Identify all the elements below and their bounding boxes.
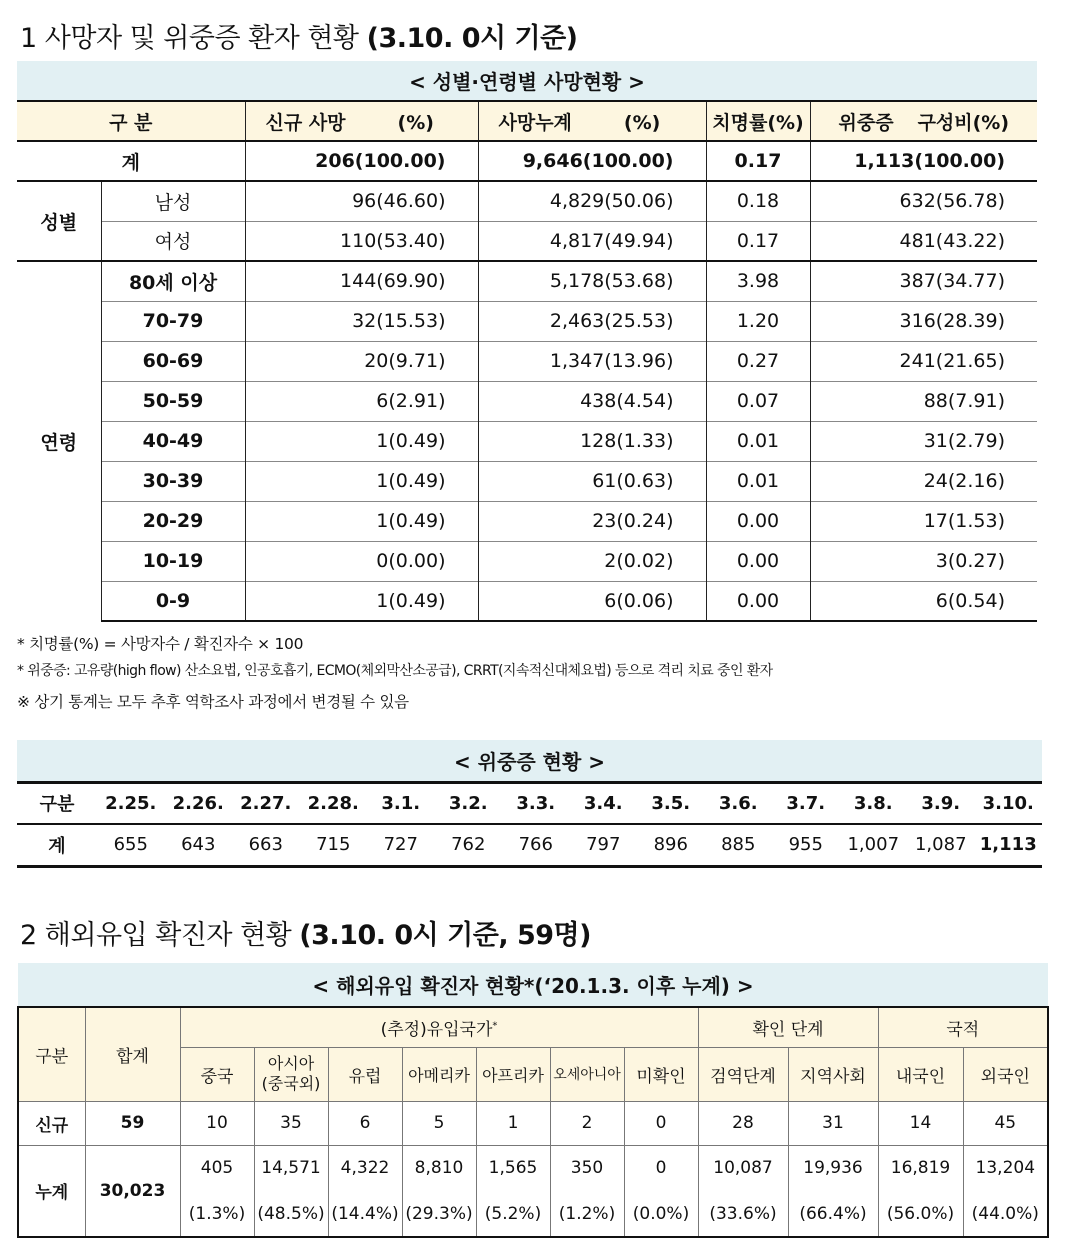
value-cell: 797 (570, 824, 638, 866)
new-value: 6 (328, 1101, 402, 1145)
new-total: 59 (85, 1101, 180, 1145)
cum-value: 1,565 (476, 1145, 550, 1191)
cum-pct: (5.2%) (476, 1191, 550, 1237)
row-label: 50-59 (101, 381, 245, 421)
table-row (18, 1101, 1048, 1145)
sub-oceania: 오세아니아 (550, 1047, 624, 1101)
sub-china: 중국 (180, 1047, 254, 1101)
cell-critical: 3(0.27) (810, 541, 1037, 581)
sub-unknown: 미확인 (624, 1047, 698, 1101)
section1-heading (20, 16, 578, 55)
note-critical: * 위중증: 고유량(high flow) 산소요법, 인공호흡기, ECMO(체외막산소공급), CRRT(지속적신대체요법) 등으로 격리 치료 중인 환자 (17, 663, 773, 679)
new-value: 2 (550, 1101, 624, 1145)
cum-pct: (56.0%) (878, 1191, 963, 1237)
cum-value: 8,810 (402, 1145, 476, 1191)
date-cell: 3.10. (975, 782, 1043, 824)
date-cell: 2.26. (165, 782, 233, 824)
section2-basis: (3.10. 0시 기준, 59명) (299, 920, 591, 951)
value-cell: 896 (637, 824, 705, 866)
cell-cum: 5,178(53.68) (478, 261, 706, 301)
new-value: 45 (963, 1101, 1048, 1145)
new-value: 28 (698, 1101, 788, 1145)
value-cell: 715 (300, 824, 368, 866)
date-header-row (17, 782, 1042, 824)
table-row (17, 421, 1037, 461)
row-label: 80세 이상 (101, 261, 245, 301)
header-label: 구분 (17, 782, 97, 824)
table-row (17, 221, 1037, 261)
cum-pct: (48.5%) (254, 1191, 328, 1237)
row-label: 10-19 (101, 541, 245, 581)
cum-pct: (1.2%) (550, 1191, 624, 1237)
new-label: 신규 (18, 1101, 85, 1145)
section2-number: 2 (20, 920, 37, 951)
cell-new: 1(0.49) (245, 501, 478, 541)
age-label: 연령 (17, 261, 101, 621)
cell-cum: 6(0.06) (478, 581, 706, 621)
value-cell: 1,087 (907, 824, 975, 866)
value-row (17, 824, 1042, 866)
cell-new: 6(2.91) (245, 381, 478, 421)
cell-cum: 438(4.54) (478, 381, 706, 421)
cell-critical: 316(28.39) (810, 301, 1037, 341)
cum-value: 13,204 (963, 1145, 1048, 1191)
cell-fatality: 0.07 (706, 381, 810, 421)
cell-new: 110(53.40) (245, 221, 478, 261)
date-cell: 3.3. (502, 782, 570, 824)
table-row (17, 541, 1037, 581)
sub-community: 지역사회 (788, 1047, 878, 1101)
header-cumulative: 사망누계 (%) (478, 101, 706, 141)
cum-value: 350 (550, 1145, 624, 1191)
cell-cum: 4,829(50.06) (478, 181, 706, 221)
group-stage: 확인 단계 (698, 1007, 878, 1047)
value-cell: 727 (367, 824, 435, 866)
table3-caption: < 해외유입 확진자 현황*(‘20.1.3. 이후 누계) > (18, 963, 1048, 1007)
date-cell: 3.9. (907, 782, 975, 824)
value-cell: 885 (705, 824, 773, 866)
cell-critical: 31(2.79) (810, 421, 1037, 461)
date-cell: 3.7. (772, 782, 840, 824)
new-value: 14 (878, 1101, 963, 1145)
cum-total: 30,023 (85, 1145, 180, 1237)
cell-new: 0(0.00) (245, 541, 478, 581)
value-cell: 643 (165, 824, 233, 866)
cell-critical: 88(7.91) (810, 381, 1037, 421)
table2-caption: < 위중증 현황 > (17, 740, 1042, 782)
value-cell: 655 (97, 824, 165, 866)
cum-pct: (44.0%) (963, 1191, 1048, 1237)
section2-title: 해외유입 확진자 현황 (44, 920, 292, 951)
sex-label: 성별 (17, 181, 101, 261)
cum-value: 19,936 (788, 1145, 878, 1191)
row-label: 20-29 (101, 501, 245, 541)
table-row (18, 1145, 1048, 1191)
sub-quarantine: 검역단계 (698, 1047, 788, 1101)
row-label: 0-9 (101, 581, 245, 621)
cum-value: 14,571 (254, 1145, 328, 1191)
total-label: 계 (17, 141, 245, 181)
cell-new: 32(15.53) (245, 301, 478, 341)
cell-cum: 61(0.63) (478, 461, 706, 501)
table-row (17, 501, 1037, 541)
col-total: 합계 (85, 1007, 180, 1101)
row-label: 남성 (101, 181, 245, 221)
cum-value: 4,322 (328, 1145, 402, 1191)
new-value: 1 (476, 1101, 550, 1145)
cum-value: 16,819 (878, 1145, 963, 1191)
date-cell: 2.27. (232, 782, 300, 824)
col-category: 구분 (18, 1007, 85, 1101)
cell-new: 1(0.49) (245, 461, 478, 501)
sub-korean: 내국인 (878, 1047, 963, 1101)
total-fatality: 0.17 (706, 141, 810, 181)
group-origin: (추정)유입국가* (180, 1007, 698, 1047)
row-label: 70-79 (101, 301, 245, 341)
date-cell: 3.1. (367, 782, 435, 824)
note-fatality: * 치명률(%) = 사망자수 / 확진자수 × 100 (17, 635, 304, 653)
cum-value: 10,087 (698, 1145, 788, 1191)
cell-new: 144(69.90) (245, 261, 478, 301)
cell-fatality: 0.17 (706, 221, 810, 261)
value-cell: 955 (772, 824, 840, 866)
section1-title: 사망자 및 위중증 환자 현황 (44, 23, 359, 54)
group-nationality: 국적 (878, 1007, 1048, 1047)
cum-pct: (66.4%) (788, 1191, 878, 1237)
cum-pct: (29.3%) (402, 1191, 476, 1237)
cell-fatality: 0.00 (706, 501, 810, 541)
value-cell: 1,007 (840, 824, 908, 866)
cum-label: 누계 (18, 1145, 85, 1237)
date-cell: 3.2. (435, 782, 503, 824)
table-row (17, 461, 1037, 501)
cell-fatality: 0.27 (706, 341, 810, 381)
table1-caption: < 성별·연령별 사망현황 > (17, 61, 1037, 101)
cum-pct: (0.0%) (624, 1191, 698, 1237)
cell-critical: 241(21.65) (810, 341, 1037, 381)
sub-africa: 아프리카 (476, 1047, 550, 1101)
cell-fatality: 0.18 (706, 181, 810, 221)
cell-cum: 23(0.24) (478, 501, 706, 541)
table-row (17, 341, 1037, 381)
new-value: 5 (402, 1101, 476, 1145)
cell-fatality: 0.01 (706, 421, 810, 461)
header-category: 구 분 (17, 101, 245, 141)
table-row (17, 301, 1037, 341)
row-label: 계 (17, 824, 97, 866)
sub-america: 아메리카 (402, 1047, 476, 1101)
total-new: 206(100.00) (245, 141, 478, 181)
date-cell: 3.4. (570, 782, 638, 824)
value-cell: 1,113 (975, 824, 1043, 866)
cell-critical: 17(1.53) (810, 501, 1037, 541)
cum-pct: (14.4%) (328, 1191, 402, 1237)
header-new-deaths: 신규 사망 (%) (245, 101, 478, 141)
cell-cum: 2,463(25.53) (478, 301, 706, 341)
cell-critical: 632(56.78) (810, 181, 1037, 221)
cum-value: 405 (180, 1145, 254, 1191)
sub-europe: 유럽 (328, 1047, 402, 1101)
cell-new: 96(46.60) (245, 181, 478, 221)
header-fatality: 치명률(%) (706, 101, 810, 141)
cell-fatality: 0.00 (706, 581, 810, 621)
cell-cum: 4,817(49.94) (478, 221, 706, 261)
new-value: 10 (180, 1101, 254, 1145)
value-cell: 663 (232, 824, 300, 866)
date-cell: 3.5. (637, 782, 705, 824)
death-status-table (17, 61, 1037, 622)
header-critical: 위중증 구성비(%) (810, 101, 1037, 141)
total-critical: 1,113(100.00) (810, 141, 1037, 181)
cell-new: 1(0.49) (245, 421, 478, 461)
cell-new: 20(9.71) (245, 341, 478, 381)
sub-asia: 아시아 (중국외) (254, 1047, 328, 1101)
date-cell: 2.28. (300, 782, 368, 824)
value-cell: 766 (502, 824, 570, 866)
date-cell: 3.8. (840, 782, 908, 824)
sub-foreign: 외국인 (963, 1047, 1048, 1101)
new-value: 35 (254, 1101, 328, 1145)
section1-number: 1 (20, 23, 37, 54)
note-change: ※ 상기 통계는 모두 추후 역학조사 과정에서 변경될 수 있음 (17, 693, 409, 711)
table-row (17, 261, 1037, 301)
value-cell: 762 (435, 824, 503, 866)
cum-pct: (1.3%) (180, 1191, 254, 1237)
critical-trend-table (17, 740, 1042, 868)
row-label: 30-39 (101, 461, 245, 501)
cell-critical: 481(43.22) (810, 221, 1037, 261)
total-cum: 9,646(100.00) (478, 141, 706, 181)
new-value: 0 (624, 1101, 698, 1145)
row-label: 여성 (101, 221, 245, 261)
cell-critical: 6(0.54) (810, 581, 1037, 621)
date-cell: 2.25. (97, 782, 165, 824)
cum-pct: (33.6%) (698, 1191, 788, 1237)
row-label: 60-69 (101, 341, 245, 381)
cell-fatality: 0.01 (706, 461, 810, 501)
cell-new: 1(0.49) (245, 581, 478, 621)
cell-critical: 24(2.16) (810, 461, 1037, 501)
new-value: 31 (788, 1101, 878, 1145)
cell-cum: 2(0.02) (478, 541, 706, 581)
cell-fatality: 1.20 (706, 301, 810, 341)
cell-cum: 128(1.33) (478, 421, 706, 461)
section2-heading (20, 913, 591, 952)
cell-critical: 387(34.77) (810, 261, 1037, 301)
table-row (17, 581, 1037, 621)
cell-cum: 1,347(13.96) (478, 341, 706, 381)
section1-basis: (3.10. 0시 기준) (366, 23, 578, 54)
imported-cases-table (17, 963, 1049, 1238)
table-row (17, 381, 1037, 421)
date-cell: 3.6. (705, 782, 773, 824)
row-label: 40-49 (101, 421, 245, 461)
cum-value: 0 (624, 1145, 698, 1191)
cell-fatality: 3.98 (706, 261, 810, 301)
table-row (17, 181, 1037, 221)
cell-fatality: 0.00 (706, 541, 810, 581)
